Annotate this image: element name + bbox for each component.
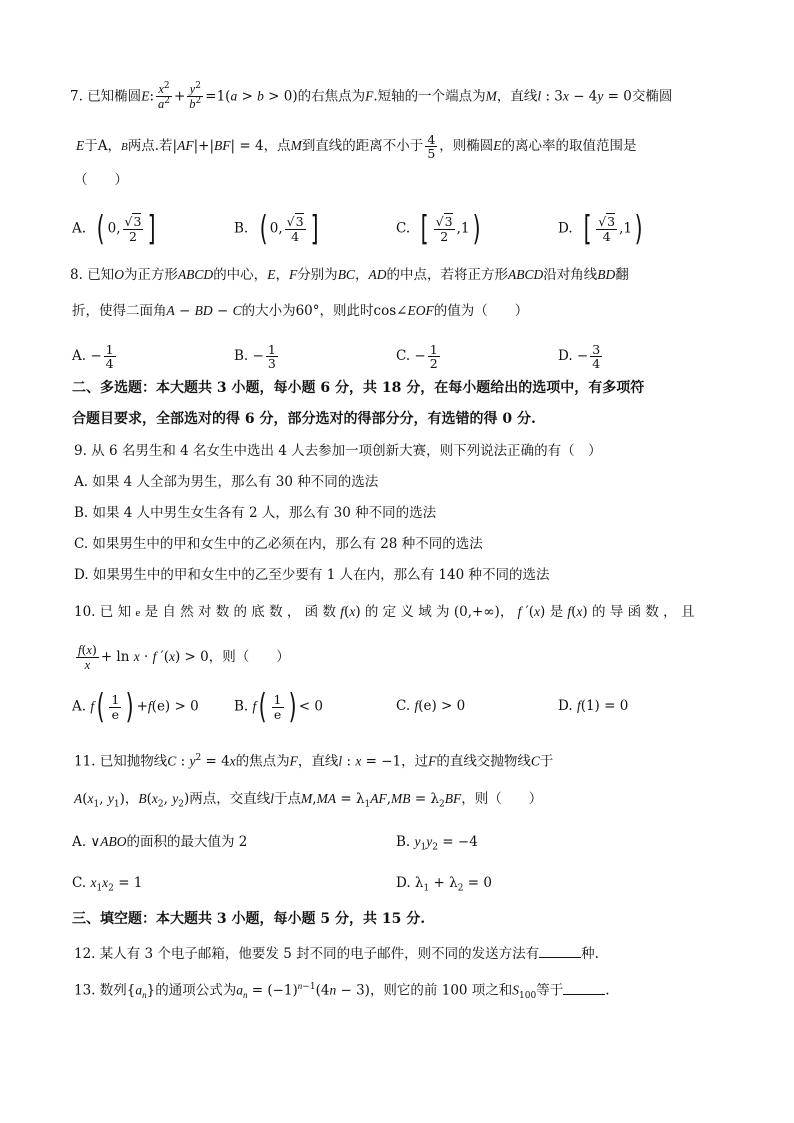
q11-option-c[interactable]: C. $x_1x_2 = 1$ [72,875,143,894]
q7-line1: 7. 已知椭圆E: $\frac{x^2}{a^2}$ + $\frac{y^2}{b^2}$ =1(a > b > 0)的右焦点为F.短轴的一个端点为M，直线l : 3x − 4y = 0交椭圆 [70,81,673,112]
q7-option-a[interactable]: A. ( 0, $\frac{√3}{2}$ ] [72,209,157,249]
q9-option-b[interactable]: B. 如果 4 人中男生女生各有 2 人，那么有 30 种不同的选法 [74,505,437,521]
q7-paren: （ ） [74,172,128,188]
q10-option-b[interactable]: B. f( $\frac{1}{e}$ ) < 0 [234,687,323,727]
answer-blank[interactable] [539,943,581,958]
q9-option-d[interactable]: D. 如果男生中的甲和女生中的乙至少要有 1 人在内，那么有 140 种不同的选法 [74,567,550,583]
q7-option-c[interactable]: C. [ $\frac{√3}{2}$ ,1) [396,209,481,249]
q11-line2: $A(x_1$, $y_1$)，$B(x_2$, $y_2$)两点，交直线l于点$M,MA = \lambda_1AF,MB = \lambda_2BF$，则（ ） [74,791,543,810]
section3-heading: 三、填空题：本大题共 3 小题，每小题 5 分，共 15 分. [72,911,426,927]
q12: 12. 某人有 3 个电子邮箱，他要发 5 封不同的电子邮件，则不同的发送方法有 种. [74,943,599,964]
q11-option-d[interactable]: D. $\lambda_1 + \lambda_2 = 0$ [396,875,492,894]
q7-option-d[interactable]: D. [ $\frac{√3}{4}$ ,1) [558,209,643,249]
q10-option-a[interactable]: A. f( $\frac{1}{e}$ ) +f(e) > 0 [72,687,199,727]
section2-heading-line2: 合题目要求，全部选对的得 6 分，部分选对的得部分分，有选错的得 0 分. [72,411,536,427]
q8-option-d[interactable]: D. − $\frac{3}{4}$ [558,342,601,372]
q11-option-a[interactable]: A. ∨ABO的面积的最大值为 2 [72,834,248,850]
q13: 13. 数列$\{a_n\}$的通项公式为$a_n = (-1)^{n-1}(4n - 3)$，则它的前 100 项之和$S_{100}$等于 . [74,981,610,1002]
q10-line2: $\frac{f(x)}{x}$ + ln x · f ′(x) > 0，则（ ） [78,642,290,673]
q8-line2: 折，使得二面角A − BD − C的大小为60°，则此时cos∠EOF的值为（ ） [72,303,529,319]
q8-option-a[interactable]: A. − $\frac{1}{4}$ [72,342,114,372]
q8-line1: 8. 已知O为正方形ABCD的中心，E，F分别为BC，AD的中点，若将正方形ABCD沿对角线BD翻 [70,267,629,283]
fraction: $\frac{y^2}{b^2}$ [189,81,202,112]
q11-line1: 11. 已知抛物线C : $y^2 = 4x$的焦点为F，直线l : x = −1，过F的直线交抛物线C于 [74,753,554,770]
q8-option-c[interactable]: C. − $\frac{1}{2}$ [396,342,438,372]
section2-heading-line1: 二、多选题：本大题共 3 小题，每小题 6 分，共 18 分，在每小题给出的选项中，有多项符 [72,380,645,396]
q8-option-b[interactable]: B. − $\frac{1}{3}$ [234,342,276,372]
fraction: $\frac{x^2}{a^2}$ [158,81,170,112]
q10-option-c[interactable]: C. f(e) > 0 [396,698,466,714]
q9-option-a[interactable]: A. 如果 4 人全部为男生，那么有 30 种不同的选法 [74,474,379,490]
q11-option-b[interactable]: B. $y_1y_2 = -4$ [396,834,478,853]
q9-option-c[interactable]: C. 如果男生中的甲和女生中的乙必须在内，那么有 28 种不同的选法 [74,536,483,552]
q9-stem: 9. 从 6 名男生和 4 名女生中选出 4 人去参加一项创新大赛，则下列说法正确的有（ ） [74,443,602,459]
q10-line1: 10. 已 知 e 是 自 然 对 数 的 底 数 ， 函 数 f(x) 的 定 义 域 为 (0,+∞)， f ′(x) 是 f(x) 的 导 函 数 ， 且 [74,604,695,620]
answer-blank[interactable] [563,980,605,995]
q10-option-d[interactable]: D. f(1) = 0 [558,698,629,714]
q7-line2: E于A，B两点.若|AF|+|BF| = 4，点M到直线的距离不小于 $\frac{4}{5}$ ，则椭圆E的离心率的取值范围是 [76,132,637,162]
q7-option-b[interactable]: B. ( 0, $\frac{√3}{4}$ ] [234,209,319,249]
